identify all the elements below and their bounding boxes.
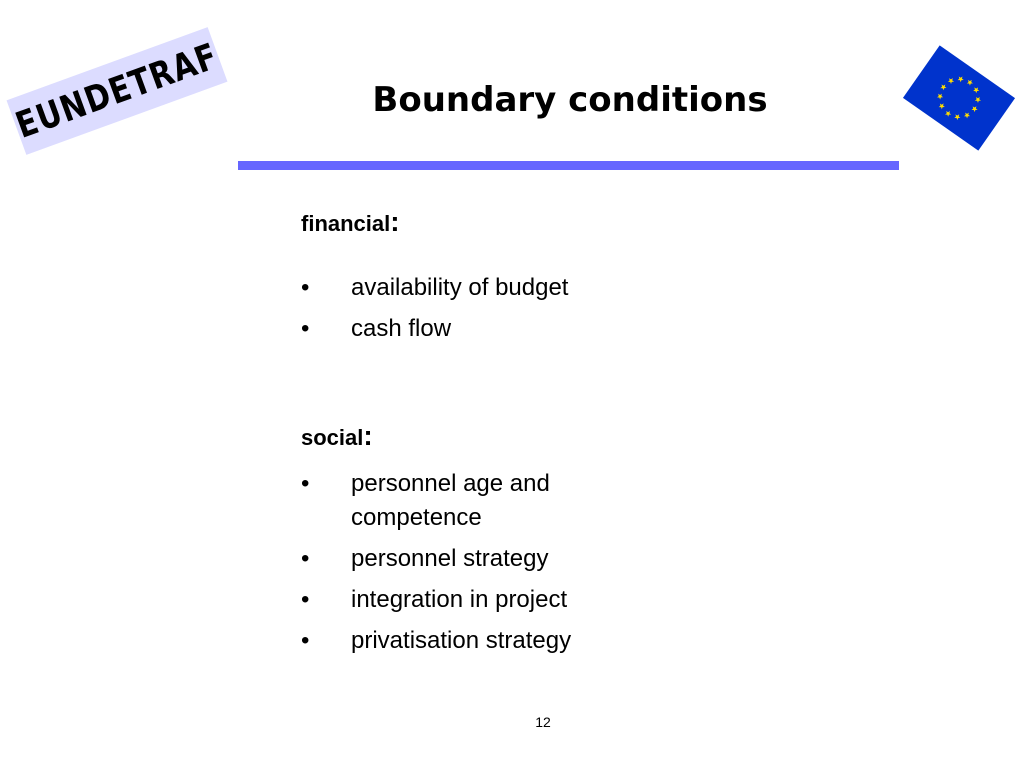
social-bullet-list — [301, 467, 671, 665]
section-heading-financial — [301, 207, 400, 239]
list-item-text: cash flow — [351, 315, 452, 342]
section-heading-social — [301, 421, 373, 453]
list-item-text: privatisation strategy — [351, 627, 572, 654]
title-underline — [238, 161, 899, 170]
list-item-text: personnel age and competence — [351, 470, 550, 531]
list-item — [301, 312, 671, 346]
section-heading-label: social — [301, 425, 364, 450]
page-number: 12 — [535, 714, 551, 730]
list-item — [301, 542, 671, 576]
list-item — [301, 271, 671, 305]
section-heading-colon: : — [363, 420, 373, 451]
list-item-text: availability of budget — [351, 274, 569, 301]
eundetraf-logo — [7, 27, 228, 155]
section-heading-colon: : — [390, 206, 400, 237]
eu-flag-icon — [902, 44, 1016, 152]
list-item-text: personnel strategy — [351, 545, 549, 572]
list-item — [301, 467, 671, 535]
bullet-glyph: • — [301, 627, 310, 654]
bullet-glyph: • — [301, 545, 310, 572]
flag-field — [903, 45, 1015, 150]
list-item — [301, 583, 671, 617]
slide-title: Boundary conditions — [372, 80, 768, 120]
bullet-glyph: • — [301, 315, 310, 342]
financial-bullet-list — [301, 271, 671, 353]
section-heading-label: financial — [301, 211, 391, 236]
list-item — [301, 624, 671, 658]
bullet-glyph: • — [301, 586, 310, 613]
bullet-glyph: • — [301, 274, 310, 301]
logo-text: EUNDETRAF — [10, 35, 224, 147]
bullet-glyph: • — [301, 470, 310, 497]
list-item-text: integration in project — [351, 586, 568, 613]
